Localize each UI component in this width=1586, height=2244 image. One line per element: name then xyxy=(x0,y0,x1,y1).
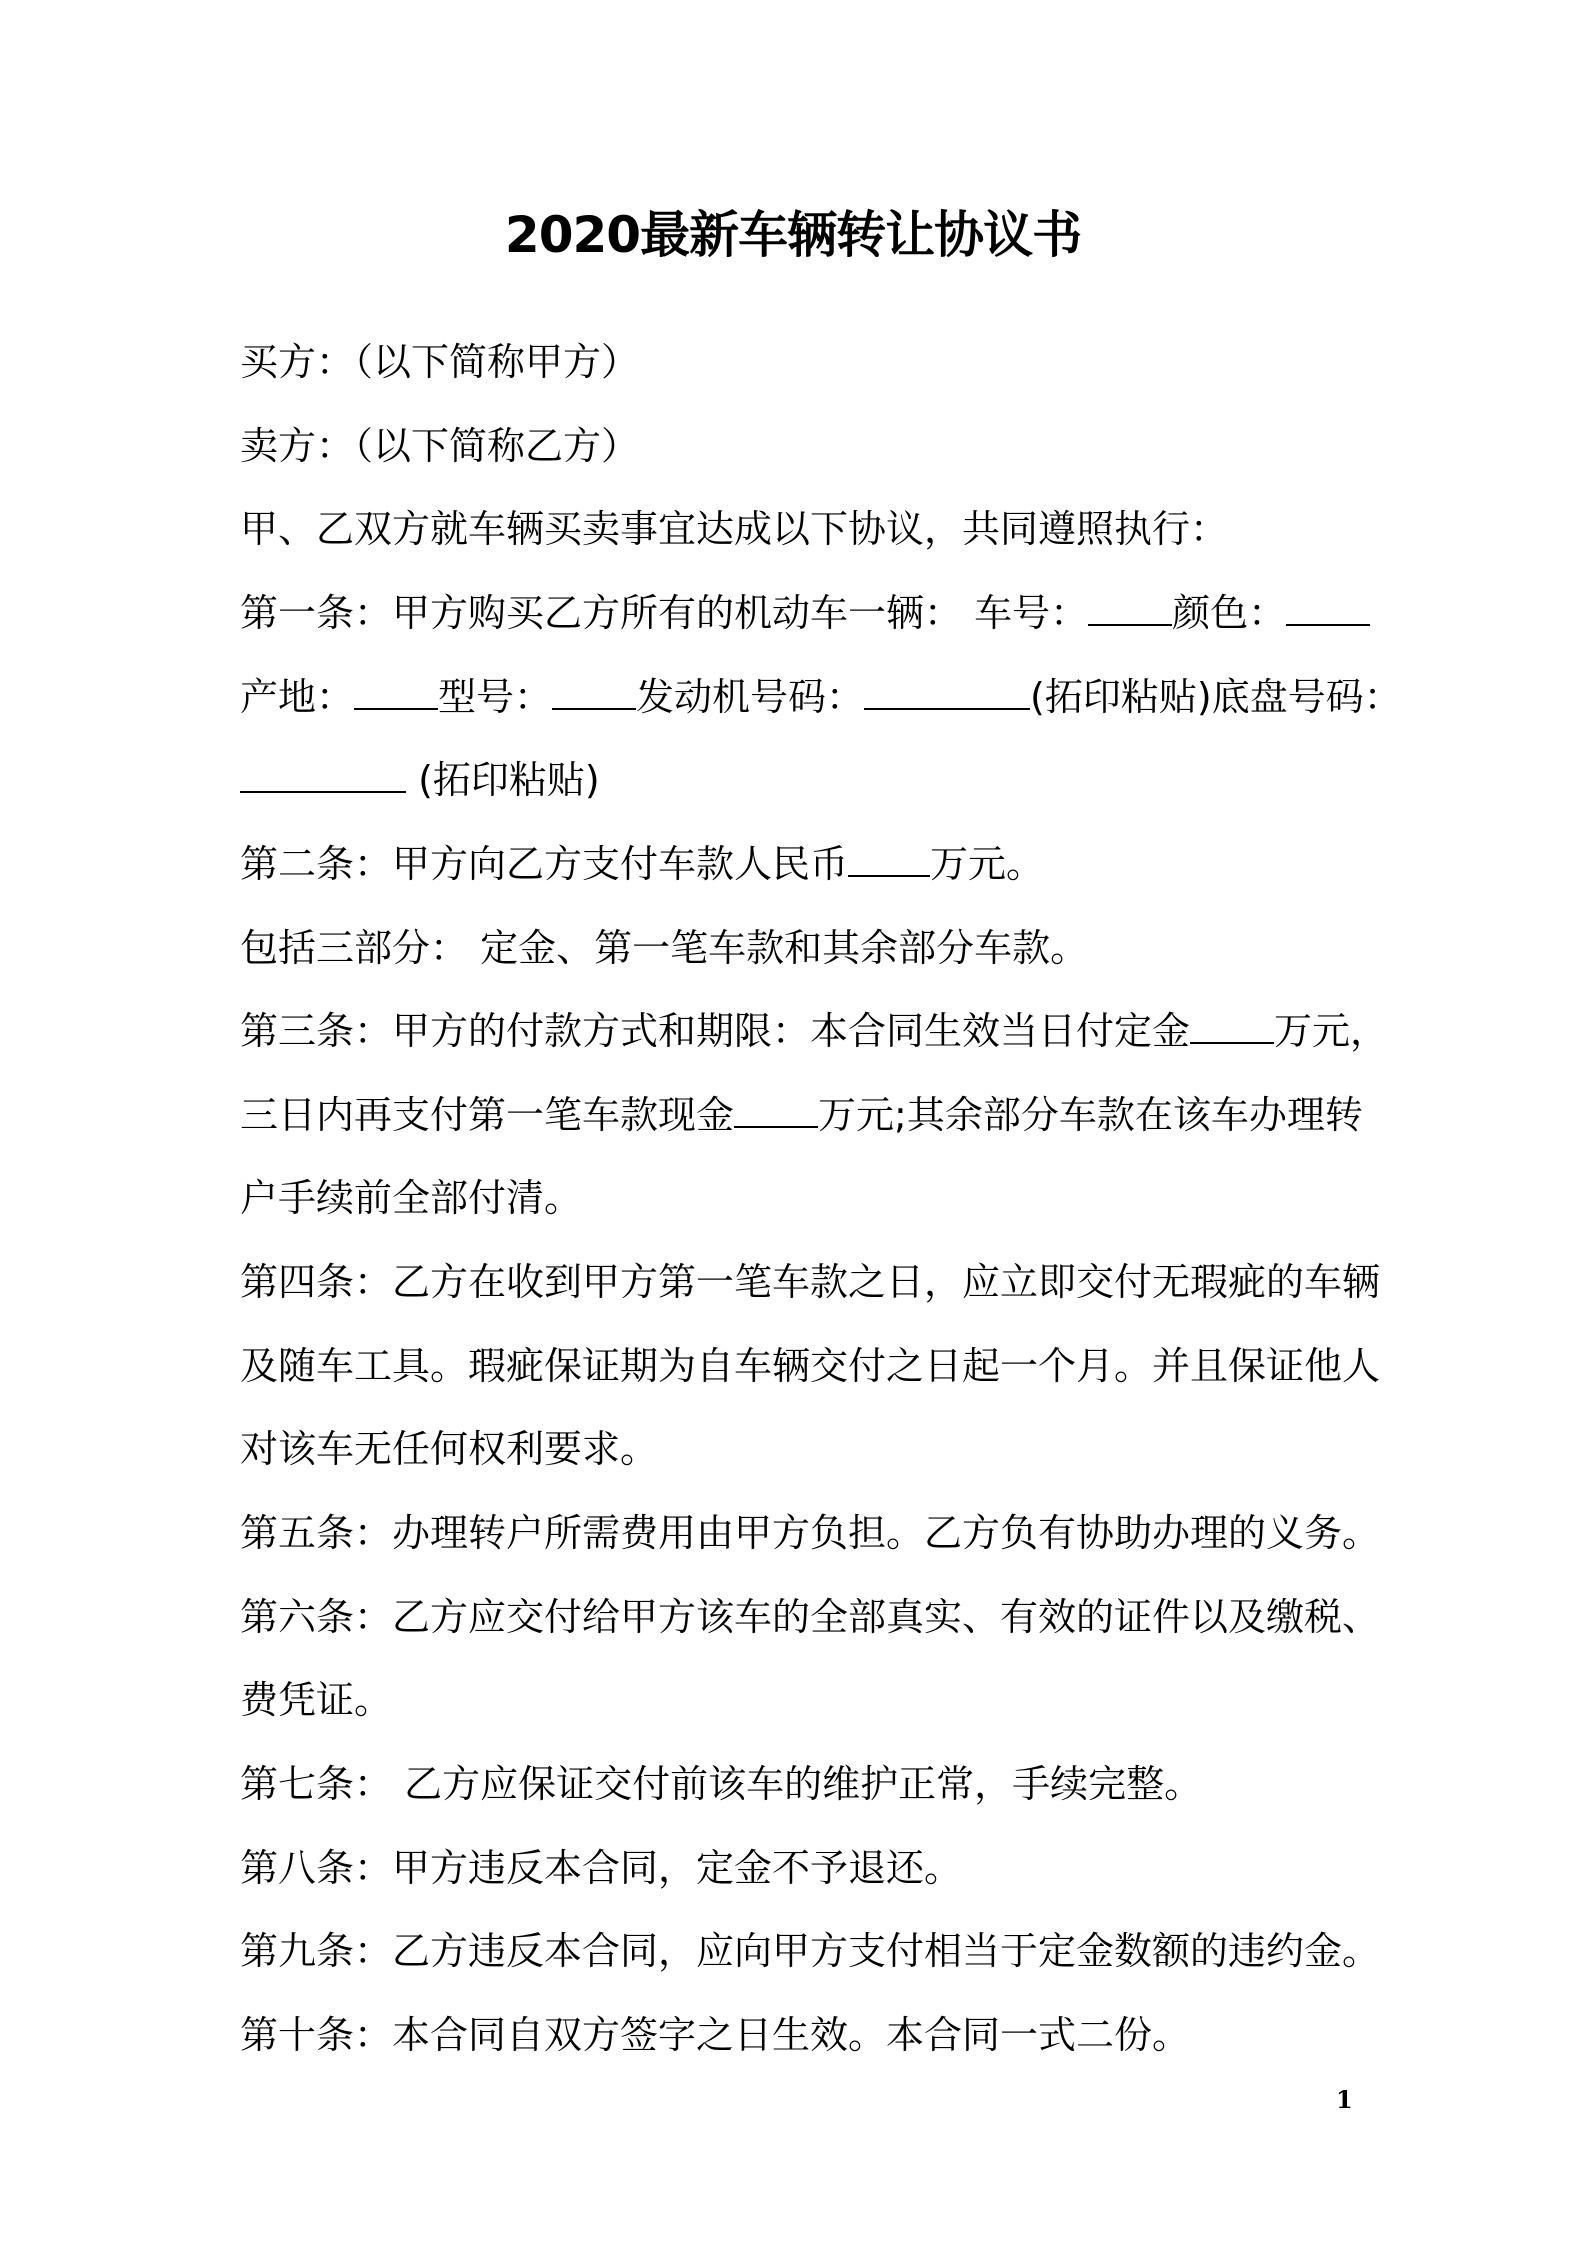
article-3-text-c: 三日内再支付第一笔车款现金 xyxy=(240,1093,735,1137)
article-1-line-1 xyxy=(240,583,1370,643)
article-3-text-b: 万元， xyxy=(1274,1009,1389,1053)
origin-blank xyxy=(354,670,438,710)
intro-line: 甲、乙双方就车辆买卖事宜达成以下协议，共同遵照执行： xyxy=(240,507,1229,551)
article-2-text-a: 第二条：甲方向乙方支付车款人民币 xyxy=(240,842,849,886)
article-1-line-2 xyxy=(240,667,1402,727)
article-3-line-3: 户手续前全部付清。 xyxy=(240,1176,583,1220)
article-10-line: 第十条：本合同自双方签字之日生效。本合同一式二份。 xyxy=(240,2013,1191,2057)
article-4-line-2: 及随车工具。瑕疵保证期为自车辆交付之日起一个月。并且保证他人 xyxy=(240,1344,1381,1388)
article-1-line-3 xyxy=(240,750,600,810)
color-blank xyxy=(1286,586,1370,626)
article-8-line: 第八条：甲方违反本合同，定金不予退还。 xyxy=(240,1846,963,1890)
chassis-number-blank xyxy=(240,753,406,793)
article-1-text-b: 颜色： xyxy=(1172,591,1287,635)
article-2-line-2: 包括三部分： 定金、第一笔车款和其余部分车款。 xyxy=(240,926,1089,970)
article-3-line-2 xyxy=(240,1085,1363,1145)
article-1-text-e: 发动机号码： xyxy=(636,675,865,719)
document-title: 2020最新车辆转让协议书 xyxy=(504,206,1082,264)
plate-number-blank xyxy=(1088,586,1172,626)
article-3-line-1 xyxy=(240,1001,1388,1061)
seller-line: 卖方：（以下简称乙方） xyxy=(240,424,640,468)
buyer-line: 买方：（以下简称甲方） xyxy=(240,340,640,384)
article-1-text-c: 产地： xyxy=(240,675,355,719)
article-6-line-2: 费凭证。 xyxy=(240,1678,393,1722)
article-2-text-b: 万元。 xyxy=(930,842,1045,886)
first-payment-blank xyxy=(734,1088,818,1128)
article-3-text-d: 万元;其余部分车款在该车办理转 xyxy=(818,1093,1363,1137)
article-9-line: 第九条：乙方违反本合同，应向甲方支付相当于定金数额的违约金。 xyxy=(240,1929,1381,1973)
article-1-text-g: (拓印粘贴) xyxy=(406,758,600,802)
article-1-text-f: (拓印粘贴)底盘号码： xyxy=(1030,675,1402,719)
article-2-line-1 xyxy=(240,834,1044,894)
deposit-blank xyxy=(1190,1004,1274,1044)
page-number: 1 xyxy=(1336,2085,1353,2114)
article-5-line: 第五条：办理转户所需费用由甲方负担。乙方负有协助办理的义务。 xyxy=(240,1511,1381,1555)
article-6-line-1: 第六条：乙方应交付给甲方该车的全部真实、有效的证件以及缴税、 xyxy=(240,1595,1381,1639)
price-blank xyxy=(848,837,930,877)
article-7-line: 第七条： 乙方应保证交付前该车的维护正常，手续完整。 xyxy=(240,1762,1203,1806)
article-1-text-a: 第一条：甲方购买乙方所有的机动车一辆： 车号： xyxy=(240,591,1089,635)
engine-number-blank xyxy=(864,670,1030,710)
article-4-line-3: 对该车无任何权利要求。 xyxy=(240,1427,659,1471)
model-blank xyxy=(552,670,636,710)
article-3-text-a: 第三条：甲方的付款方式和期限：本合同生效当日付定金 xyxy=(240,1009,1191,1053)
article-1-text-d: 型号： xyxy=(438,675,553,719)
article-4-line-1: 第四条：乙方在收到甲方第一笔车款之日，应立即交付无瑕疵的车辆 xyxy=(240,1260,1381,1304)
